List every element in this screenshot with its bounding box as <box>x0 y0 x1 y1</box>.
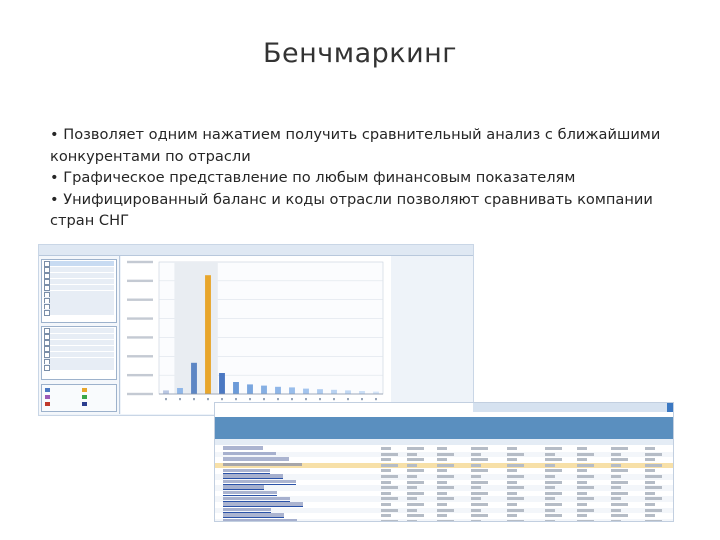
chart-bar <box>331 390 337 394</box>
company-name-cell <box>223 446 263 450</box>
numeric-cell <box>611 469 628 472</box>
x-tick-mark <box>165 398 167 400</box>
numeric-cell <box>545 481 562 484</box>
numeric-cell <box>577 475 594 478</box>
numeric-cell <box>437 453 454 456</box>
bullet-item: • Графическое представление по любым финансовым показателям <box>50 169 576 186</box>
company-name-cell[interactable] <box>223 485 264 490</box>
bullet-list <box>50 124 690 232</box>
chart-bar <box>247 384 253 394</box>
table-group-row <box>215 439 673 445</box>
numeric-cell <box>611 492 628 495</box>
numeric-cell <box>381 453 398 456</box>
numeric-cell <box>507 464 524 467</box>
numeric-cell <box>611 503 628 506</box>
cell-text-placeholder <box>223 491 277 494</box>
cell-text-placeholder <box>223 513 284 516</box>
numeric-cell <box>577 464 594 467</box>
numeric-cell <box>437 481 447 484</box>
numeric-cell <box>577 514 587 517</box>
numeric-cell <box>645 509 662 512</box>
numeric-cell <box>545 458 562 461</box>
cell-text-placeholder <box>223 446 263 449</box>
chart-side-panel <box>393 256 471 414</box>
numeric-cell <box>471 514 488 517</box>
numeric-cell <box>507 503 517 506</box>
y-tick-mark <box>127 299 153 301</box>
numeric-cell <box>545 453 555 456</box>
chart-bar <box>317 389 323 394</box>
numeric-cell <box>407 453 417 456</box>
numeric-cell <box>645 469 655 472</box>
x-tick-mark <box>221 398 223 400</box>
numeric-cell <box>407 509 417 512</box>
numeric-cell <box>645 453 662 456</box>
chart-bar <box>275 387 281 394</box>
x-tick-mark <box>277 398 279 400</box>
company-name-cell[interactable] <box>223 491 277 496</box>
numeric-cell <box>437 447 447 450</box>
numeric-cell <box>611 514 628 517</box>
company-list[interactable] <box>41 259 117 323</box>
numeric-cell <box>645 503 655 506</box>
chart-bar <box>289 387 295 394</box>
numeric-cell <box>545 464 555 467</box>
numeric-cell <box>577 509 594 512</box>
numeric-cell <box>545 469 562 472</box>
numeric-cell <box>507 514 517 517</box>
legend-swatch <box>82 402 87 406</box>
numeric-cell <box>381 464 398 467</box>
x-tick-mark <box>375 398 377 400</box>
numeric-cell <box>437 503 447 506</box>
benchmark-table-screenshot <box>214 402 674 522</box>
numeric-cell <box>545 520 555 522</box>
numeric-cell <box>381 458 391 461</box>
company-name-cell[interactable] <box>223 497 290 502</box>
numeric-cell <box>471 481 488 484</box>
company-name-cell[interactable] <box>223 469 270 474</box>
numeric-cell <box>407 497 417 500</box>
numeric-cell <box>507 486 524 489</box>
numeric-cell <box>437 458 447 461</box>
numeric-cell <box>381 509 398 512</box>
list-item[interactable] <box>44 261 114 267</box>
numeric-cell <box>507 475 524 478</box>
numeric-cell <box>471 469 488 472</box>
numeric-cell <box>407 481 424 484</box>
numeric-cell <box>471 509 481 512</box>
list-item[interactable] <box>44 346 114 352</box>
numeric-cell <box>611 453 621 456</box>
company-name-cell[interactable] <box>223 513 284 518</box>
numeric-cell <box>577 503 587 506</box>
x-tick-mark <box>207 398 209 400</box>
numeric-cell <box>471 475 481 478</box>
list-item[interactable] <box>44 309 114 315</box>
numeric-cell <box>437 464 454 467</box>
table-row[interactable] <box>215 519 673 522</box>
numeric-cell <box>507 520 524 522</box>
numeric-cell <box>645 492 655 495</box>
x-tick-mark <box>305 398 307 400</box>
slide-title: Бенчмаркинг <box>263 38 457 69</box>
benchmark-chart-screenshot <box>38 244 474 416</box>
list-item[interactable] <box>44 328 114 334</box>
numeric-cell <box>611 447 628 450</box>
list-item[interactable] <box>44 297 114 303</box>
numeric-cell <box>471 453 481 456</box>
numeric-cell <box>507 453 524 456</box>
numeric-cell <box>471 486 481 489</box>
y-tick-mark <box>127 317 153 319</box>
x-tick-mark <box>347 398 349 400</box>
y-tick-mark <box>127 355 153 357</box>
chart-bar <box>359 391 365 394</box>
legend-swatch <box>82 395 87 399</box>
x-tick-mark <box>333 398 335 400</box>
bar-chart-svg <box>121 256 391 414</box>
cell-text-placeholder <box>223 519 297 522</box>
numeric-cell <box>645 475 662 478</box>
numeric-cell <box>381 486 398 489</box>
table-header <box>215 417 673 439</box>
cell-text-placeholder <box>223 463 302 466</box>
numeric-cell <box>577 481 587 484</box>
list-item[interactable] <box>44 364 114 370</box>
chart-bar <box>163 390 169 394</box>
numeric-cell <box>577 497 594 500</box>
numeric-cell <box>645 447 655 450</box>
x-tick-mark <box>319 398 321 400</box>
list-item[interactable] <box>44 340 114 346</box>
numeric-cell <box>507 469 517 472</box>
numeric-cell <box>545 447 562 450</box>
numeric-cell <box>381 447 391 450</box>
cell-text-placeholder <box>223 497 290 500</box>
numeric-cell <box>407 469 424 472</box>
numeric-cell <box>611 486 621 489</box>
numeric-cell <box>545 514 562 517</box>
numeric-cell <box>645 458 655 461</box>
list-item[interactable] <box>44 303 114 309</box>
numeric-cell <box>381 503 391 506</box>
toolbar-accent <box>667 403 673 412</box>
company-name-cell[interactable] <box>223 474 283 479</box>
x-tick-mark <box>249 398 251 400</box>
company-name-cell[interactable] <box>223 519 297 522</box>
y-tick-mark <box>127 280 153 282</box>
indicator-list[interactable] <box>41 326 117 380</box>
numeric-cell <box>577 458 587 461</box>
numeric-cell <box>645 486 662 489</box>
legend-swatch <box>82 388 87 392</box>
list-item[interactable] <box>44 267 114 273</box>
x-tick-mark <box>193 398 195 400</box>
numeric-cell <box>437 475 454 478</box>
numeric-cell <box>577 486 594 489</box>
numeric-cell <box>407 447 424 450</box>
list-item[interactable] <box>44 291 114 297</box>
cell-text-placeholder <box>223 508 271 511</box>
numeric-cell <box>577 520 594 522</box>
cell-text-placeholder <box>223 452 276 455</box>
numeric-cell <box>545 497 555 500</box>
numeric-cell <box>611 520 621 522</box>
numeric-cell <box>437 492 447 495</box>
numeric-cell <box>437 486 454 489</box>
numeric-cell <box>507 458 517 461</box>
bullet-item: • Унифицированный баланс и коды отрасли позволяют сравнивать компании стран СНГ <box>50 190 653 229</box>
chart-bar <box>177 388 183 394</box>
selection-panel <box>39 256 120 414</box>
numeric-cell <box>545 475 555 478</box>
numeric-cell <box>611 464 621 467</box>
y-tick-mark <box>127 374 153 376</box>
numeric-cell <box>471 464 481 467</box>
numeric-cell <box>611 481 628 484</box>
numeric-cell <box>507 481 517 484</box>
numeric-cell <box>471 497 481 500</box>
numeric-cell <box>437 514 447 517</box>
company-name-cell[interactable] <box>223 508 271 513</box>
numeric-cell <box>437 469 447 472</box>
company-name-cell[interactable] <box>223 502 303 507</box>
list-item[interactable] <box>44 273 114 279</box>
company-name-cell <box>223 452 276 456</box>
numeric-cell <box>545 509 555 512</box>
bar-chart <box>121 256 391 414</box>
numeric-cell <box>611 509 621 512</box>
numeric-cell <box>407 514 424 517</box>
numeric-cell <box>471 503 488 506</box>
list-item[interactable] <box>44 358 114 364</box>
y-tick-mark <box>127 336 153 338</box>
company-name-cell <box>223 463 302 467</box>
numeric-cell <box>471 492 488 495</box>
legend-swatch <box>45 388 50 392</box>
numeric-cell <box>407 503 424 506</box>
chart-bar <box>345 390 351 394</box>
numeric-cell <box>407 458 424 461</box>
list-item[interactable] <box>44 285 114 291</box>
list-item[interactable] <box>44 279 114 285</box>
numeric-cell <box>645 464 662 467</box>
x-tick-mark <box>361 398 363 400</box>
numeric-cell <box>381 475 398 478</box>
numeric-cell <box>577 447 587 450</box>
numeric-cell <box>381 514 391 517</box>
numeric-cell <box>471 447 488 450</box>
numeric-cell <box>407 475 417 478</box>
list-item[interactable] <box>44 352 114 358</box>
chart-bar <box>261 386 267 394</box>
legend-swatch <box>45 395 50 399</box>
numeric-cell <box>577 453 594 456</box>
numeric-cell <box>545 503 562 506</box>
numeric-cell <box>645 481 655 484</box>
company-name-cell <box>223 457 289 461</box>
numeric-cell <box>437 520 454 522</box>
x-tick-mark <box>291 398 293 400</box>
cell-text-placeholder <box>223 469 270 472</box>
numeric-cell <box>577 469 587 472</box>
numeric-cell <box>611 497 621 500</box>
numeric-cell <box>407 492 424 495</box>
numeric-cell <box>507 447 517 450</box>
chart-bar <box>205 275 211 394</box>
numeric-cell <box>645 520 662 522</box>
numeric-cell <box>507 497 524 500</box>
list-item[interactable] <box>44 334 114 340</box>
legend-box <box>41 384 117 412</box>
numeric-cell <box>437 509 454 512</box>
numeric-cell <box>381 492 391 495</box>
cell-text-placeholder <box>223 485 264 488</box>
cell-text-placeholder <box>223 480 296 483</box>
chart-bar <box>303 389 309 394</box>
cell-text-placeholder <box>223 457 289 460</box>
numeric-cell <box>577 492 587 495</box>
chart-bar <box>233 382 239 394</box>
numeric-cell <box>471 458 488 461</box>
x-tick-mark <box>179 398 181 400</box>
chart-bar <box>219 373 225 394</box>
cell-text-placeholder <box>223 474 283 477</box>
numeric-cell <box>381 497 398 500</box>
y-tick-mark <box>127 261 153 263</box>
numeric-cell <box>381 469 391 472</box>
company-name-cell[interactable] <box>223 480 296 485</box>
numeric-cell <box>407 520 417 522</box>
numeric-cell <box>611 458 628 461</box>
numeric-cell <box>437 497 454 500</box>
numeric-cell <box>407 486 417 489</box>
window-toolbar <box>39 245 473 256</box>
x-tick-mark <box>235 398 237 400</box>
numeric-cell <box>381 520 398 522</box>
numeric-cell <box>507 492 517 495</box>
cell-text-placeholder <box>223 502 303 505</box>
chart-bar <box>191 363 197 394</box>
legend-swatch <box>45 402 50 406</box>
numeric-cell <box>645 497 662 500</box>
numeric-cell <box>545 486 555 489</box>
numeric-cell <box>645 514 655 517</box>
numeric-cell <box>545 492 562 495</box>
table-toolbar <box>473 403 673 412</box>
x-tick-mark <box>263 398 265 400</box>
numeric-cell <box>471 520 481 522</box>
y-tick-mark <box>127 393 153 395</box>
numeric-cell <box>381 481 391 484</box>
numeric-cell <box>507 509 524 512</box>
numeric-cell <box>407 464 417 467</box>
numeric-cell <box>611 475 621 478</box>
bullet-item: • Позволяет одним нажатием получить сравнительный анализ с ближайшими конкурентами по отрасли <box>50 126 661 165</box>
